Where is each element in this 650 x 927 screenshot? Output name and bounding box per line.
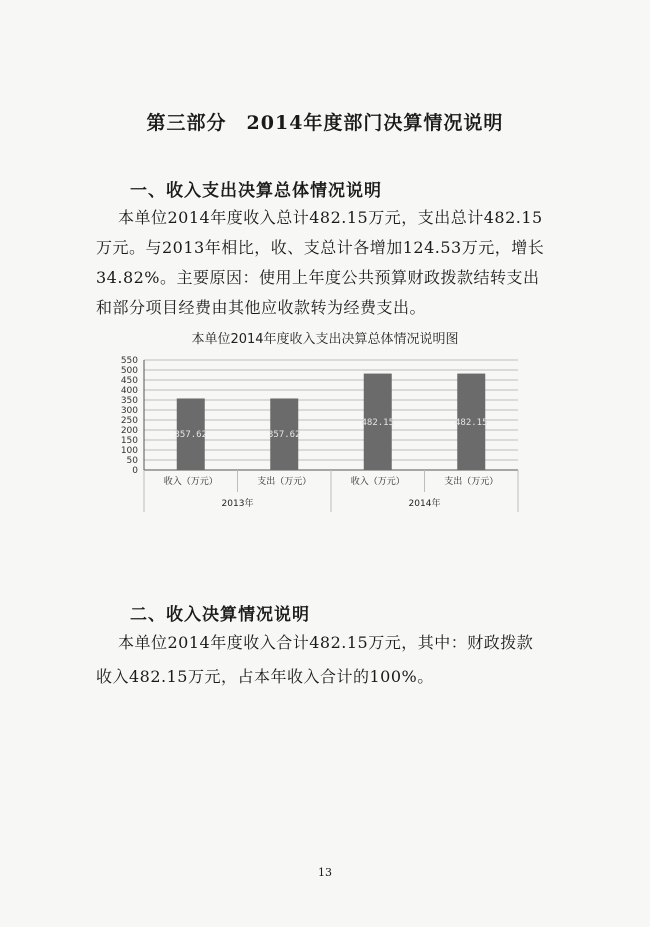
section1-line-3: 34.82%。主要原因：使用上年度公共预算财政拨款结转支出 [96,268,540,287]
y-tick-label: 150 [120,436,138,446]
section1-heading: 一、收入支出决算总体情况说明 [130,181,382,201]
section1-line-1: 本单位2014年度收入总计482.15万元，支出总计482.15 [118,208,543,227]
y-tick-label: 400 [120,386,138,396]
data-label: 357.62 [267,430,301,441]
x-tick-label: 收入（万元） [350,477,405,487]
data-label: 357.62 [174,430,208,441]
x-tick-label: 支出（万元） [444,477,499,487]
y-tick-label: 0 [132,466,138,476]
y-tick-label: 500 [120,366,138,376]
page-number: 13 [318,866,332,879]
bar-chart [100,352,540,517]
y-tick-label: 300 [120,406,138,416]
data-label: 482.15 [454,417,488,428]
y-tick-label: 250 [120,416,138,426]
section2-heading: 二、收入决算情况说明 [130,605,310,625]
chart-title: 本单位2014年度收入支出决算总体情况说明图 [191,332,459,347]
section1-line-4: 和部分项目经费由其他应收款转为经费支出。 [96,298,427,317]
section2-line-1: 本单位2014年度收入合计482.15万元，其中：财政拨款 [118,633,534,652]
x-tick-label: 收入（万元） [163,477,218,487]
page-title: 第三部分 2014年度部门决算情况说明 [146,112,504,134]
y-tick-label: 550 [120,356,138,366]
y-tick-label: 50 [126,456,138,466]
data-label: 482.15 [361,417,395,428]
y-tick-label: 200 [120,426,138,436]
section2-line-2: 收入482.15万元，占本年收入合计的100%。 [96,667,434,686]
section1-line-2: 万元。与2013年相比，收、支总计各增加124.53万元，增长 [96,238,545,257]
group-label: 2013年 [221,499,254,509]
y-tick-label: 450 [120,376,138,386]
y-tick-label: 100 [120,446,138,456]
y-tick-label: 350 [120,396,138,406]
group-label: 2014年 [408,499,441,509]
x-tick-label: 支出（万元） [257,477,312,487]
